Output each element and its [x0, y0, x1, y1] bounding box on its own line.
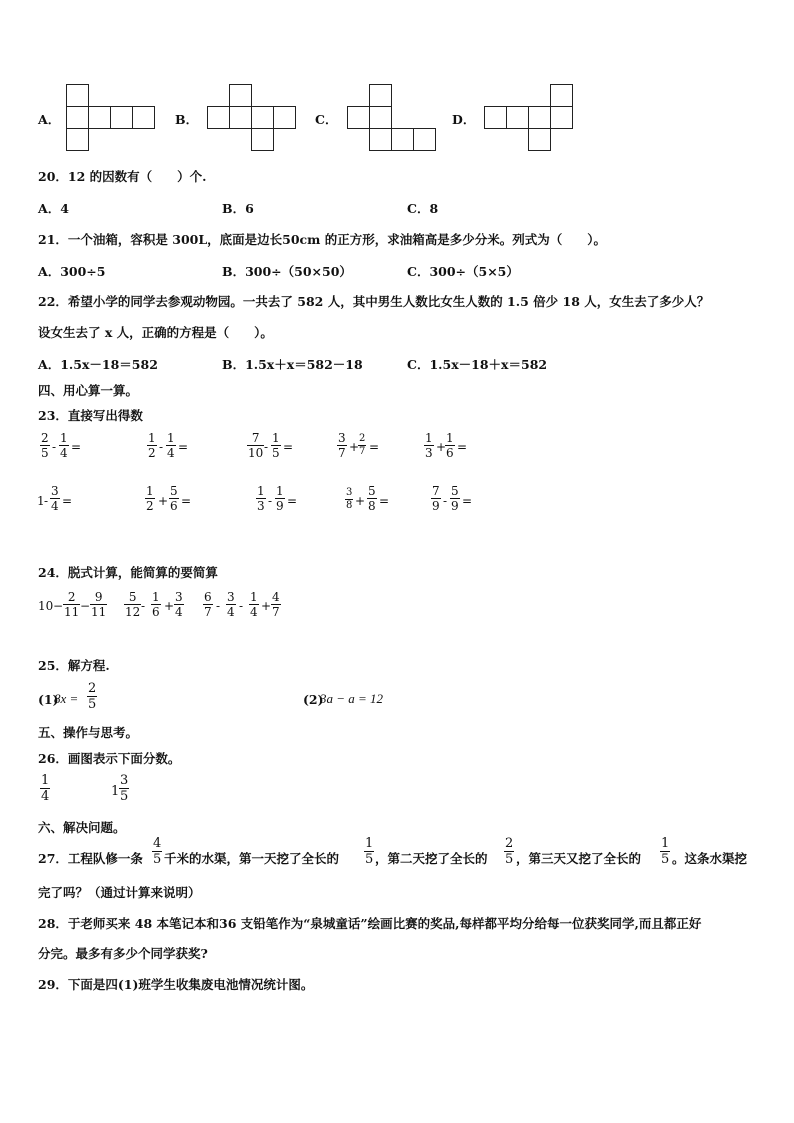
operator: - [216, 599, 221, 613]
fraction: $\frac{4}{7}$ [272, 590, 280, 619]
fraction: $\frac{6}{7}$ [204, 590, 212, 619]
q23-stem: 23．直接写出得数 [38, 408, 143, 423]
fraction: $\frac{1}{5}$ [272, 431, 280, 460]
q22-option-a: A．1.5x－18＝582 [38, 357, 158, 372]
q27-line2: 完了吗？（通过计算来说明） [38, 885, 201, 900]
fraction: $\frac{1}{5}$ [365, 836, 374, 867]
net-square [273, 106, 296, 129]
fraction: $\frac{1}{6}$ [446, 431, 454, 460]
net-square [550, 84, 573, 107]
net-square [66, 84, 89, 107]
equals-sign: = [287, 494, 298, 508]
q29-stem: 29．下面是四(1)班学生收集废电池情况统计图。 [38, 977, 314, 992]
operator: + [158, 494, 169, 508]
q21-option-a: A．300÷5 [38, 264, 106, 279]
net-square [550, 106, 573, 129]
section-6-heading: 六、解决问题。 [38, 820, 126, 835]
operator: + [436, 440, 447, 454]
fraction: $\frac{5}{8}$ [368, 484, 376, 513]
fraction: $\frac{1}{6}$ [152, 590, 160, 619]
operator: - [159, 440, 164, 454]
fraction: $\frac{1}{4}$ [167, 431, 175, 460]
operator: + [355, 494, 366, 508]
net-square [132, 106, 155, 129]
equation-left: 8x = [54, 691, 79, 706]
fraction: $\frac{5}{12}$ [125, 590, 141, 619]
equation: 3a − a = 12 [320, 691, 384, 706]
fraction: $\frac{7}{10}$ [248, 431, 264, 460]
fraction: $\frac{2}{5}$ [41, 431, 49, 460]
fraction: $\frac{7}{9}$ [432, 484, 440, 513]
whole-number: 1 [37, 494, 45, 508]
q20-option-b: B．6 [222, 201, 254, 216]
operator: - [141, 599, 146, 613]
operator: - [268, 494, 273, 508]
fraction: $\frac{1}{4}$ [250, 590, 258, 619]
fraction: $\frac{2}{7}$ [359, 433, 366, 457]
fraction: $\frac{3}{4}$ [175, 590, 183, 619]
equals-sign: = [379, 494, 390, 508]
fraction: $\frac{5}{6}$ [170, 484, 178, 513]
fraction: $\frac{3}{7}$ [338, 431, 346, 460]
operator: - [44, 494, 49, 508]
option-c-label: C． [315, 112, 338, 127]
q26-stem: 26．画图表示下面分数。 [38, 751, 181, 766]
q21-option-b: B．300÷（50×50） [222, 264, 352, 279]
equation-number: (1) [38, 692, 59, 707]
equals-sign: = [369, 440, 380, 454]
equals-sign: = [178, 440, 189, 454]
net-square [66, 106, 89, 129]
cube-net-b [207, 84, 296, 151]
operator: - [443, 494, 448, 508]
cube-net-d [484, 84, 573, 151]
q20-option-a: A．4 [38, 201, 69, 216]
net-square [251, 106, 274, 129]
operator: - [239, 599, 244, 613]
q20-option-c: C．8 [407, 201, 439, 216]
fraction: $\frac{1}{4}$ [41, 773, 50, 804]
equals-sign: = [283, 440, 294, 454]
fraction: $\frac{3}{4}$ [51, 484, 59, 513]
fraction: $\frac{2}{11}$ [64, 590, 80, 619]
fraction: $\frac{1}{4}$ [60, 431, 68, 460]
cube-net-c [347, 84, 436, 151]
q22-stem-line2: 设女生去了 x 人，正确的方程是（ ）。 [38, 325, 273, 340]
option-d-label: D． [452, 112, 476, 127]
operator: - [264, 440, 269, 454]
net-square [484, 106, 507, 129]
whole-number: 10 [38, 599, 54, 613]
net-square [110, 106, 133, 129]
net-square [528, 128, 551, 151]
whole-number: 1 [111, 784, 120, 799]
fraction: $\frac{1}{9}$ [276, 484, 284, 513]
equals-sign: = [457, 440, 468, 454]
q22-option-c: C．1.5x－18＋x＝582 [407, 357, 548, 372]
fraction: $\frac{1}{3}$ [257, 484, 265, 513]
net-square [506, 106, 529, 129]
operator: + [164, 599, 175, 613]
q22-option-b: B．1.5x＋x＝582－18 [222, 357, 363, 372]
fraction: $\frac{4}{5}$ [153, 836, 162, 867]
section-5-heading: 五、操作与思考。 [38, 725, 139, 740]
operator: - [52, 440, 57, 454]
net-square [413, 128, 436, 151]
equation-number: (2) [303, 692, 324, 707]
operator: + [261, 599, 272, 613]
q25-stem: 25．解方程. [38, 658, 110, 673]
option-a-label: A． [38, 112, 61, 127]
net-square [251, 128, 274, 151]
fraction: $\frac{1}{2}$ [148, 431, 156, 460]
fraction: $\frac{3}{8}$ [346, 487, 353, 511]
fraction: $\frac{1}{2}$ [146, 484, 154, 513]
fraction: $\frac{1}{5}$ [661, 836, 670, 867]
fraction: $\frac{3}{4}$ [227, 590, 235, 619]
equals-sign: = [462, 494, 473, 508]
net-square [66, 128, 89, 151]
equals-sign: = [71, 440, 82, 454]
net-square [88, 106, 111, 129]
equals-sign: = [181, 494, 192, 508]
fraction: $\frac{2}{5}$ [505, 836, 514, 867]
cube-net-a [66, 84, 155, 151]
q24-stem: 24．脱式计算，能简算的要简算 [38, 565, 218, 580]
q21-option-c: C．300÷（5×5） [407, 264, 519, 279]
q28-line1: 28．于老师买来 48 本笔记本和36 支铅笔作为“泉城童话”绘画比赛的奖品,每样都平均分给每一位获奖同学,而且都正好 [38, 916, 702, 931]
net-square [391, 128, 414, 151]
q20-stem: 20．12 的因数有（ ）个. [38, 169, 207, 184]
equals-sign: = [62, 494, 73, 508]
fraction: $\frac{2}{5}$ [88, 681, 97, 712]
fraction: $\frac{3}{5}$ [120, 773, 129, 804]
fraction: $\frac{9}{11}$ [91, 590, 107, 619]
net-square [347, 106, 370, 129]
net-square [369, 84, 392, 107]
q21-stem: 21．一个油箱，容积是 300L，底面是边长50cm 的正方形，求油箱高是多少分米。列式为（ ）。 [38, 232, 606, 247]
section-4-heading: 四、用心算一算。 [38, 383, 139, 398]
net-square [369, 128, 392, 151]
q28-line2: 分完。最多有多少个同学获奖? [38, 946, 208, 961]
operator: + [349, 440, 360, 454]
net-square [229, 106, 252, 129]
fraction: $\frac{1}{3}$ [425, 431, 433, 460]
option-b-label: B． [175, 112, 199, 127]
net-square [528, 106, 551, 129]
q22-stem-line1: 22．希望小学的同学去参观动物园。一共去了 582 人，其中男生人数比女生人数的 1.5 倍少 18 人，女生去了多少人？ [38, 294, 710, 309]
net-square [229, 84, 252, 107]
fraction: $\frac{5}{9}$ [451, 484, 459, 513]
net-square [369, 106, 392, 129]
net-square [207, 106, 230, 129]
